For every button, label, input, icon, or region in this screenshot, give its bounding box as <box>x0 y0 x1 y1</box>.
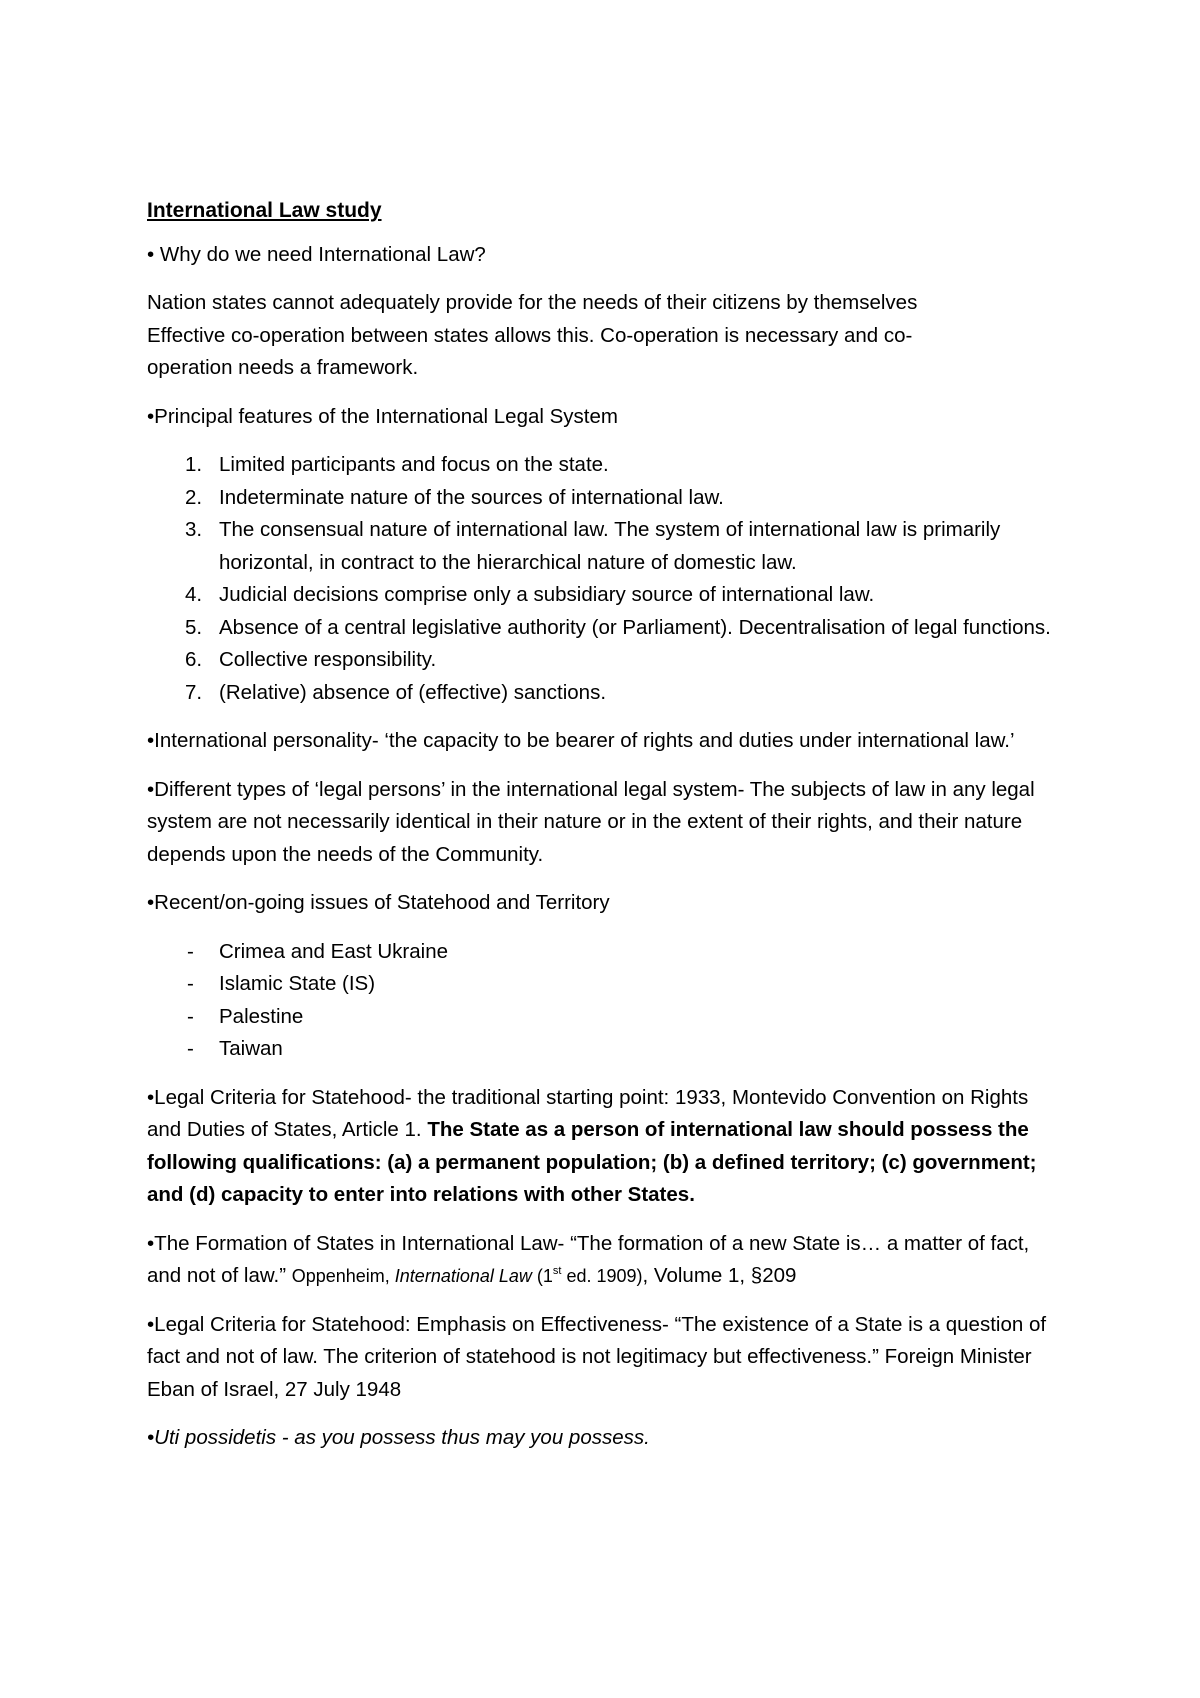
list-item-text: Palestine <box>219 1004 304 1028</box>
list-item-text: Indeterminate nature of the sources of international law. <box>219 485 724 509</box>
list-number: 4. <box>185 583 203 606</box>
paragraph-cooperation <box>147 287 1067 385</box>
question-why-international-law: • Why do we need International Law? <box>147 242 486 266</box>
formation-quote: •The Formation of States in International Law- “The formation of a new State is… a matter of fact, and not of law.” <box>147 1231 1030 1287</box>
paragraph-line: Effective co-operation between states allows this. Co-operation is necessary and co- <box>147 323 913 347</box>
list-item-text: The consensual nature of international law. The system of international law is primarily horizontal, in contract to the hierarchical nature of domestic law. <box>219 518 1001 574</box>
list-item <box>147 936 1067 969</box>
list-number: 6. <box>185 648 203 671</box>
citation-edition-year: ed. 1909) <box>561 1266 643 1286</box>
principal-features-heading: •Principal features of the International Legal System <box>147 404 618 428</box>
legal-persons-paragraph: •Different types of ‘legal persons’ in the international legal system- The subjects of law in any legal system are not necessarily identical in their nature or in the extent of their rights, and their nature depends upon the needs of the Community. <box>147 777 1035 866</box>
formation-of-states-paragraph <box>147 1228 1067 1293</box>
list-item <box>147 1001 1067 1034</box>
statehood-criteria-qualifications: The State as a person of international law should possess the following qualifications: (a) a permanent population; (b) a defined territory; (c) government; and (d) capacity to enter into relations with other States. <box>147 1118 1037 1206</box>
uti-possidetis-paragraph: •Uti possidetis - as you possess thus may you possess. <box>147 1426 650 1449</box>
list-item-text: Collective responsibility. <box>219 648 437 671</box>
recent-issues-heading: •Recent/on-going issues of Statehood and Territory <box>147 891 610 914</box>
list-number: 2. <box>185 485 203 509</box>
document-title: International Law study <box>147 199 382 222</box>
citation-work-title: International Law <box>394 1266 532 1286</box>
paragraph-line: Nation states cannot adequately provide for the needs of their citizens by themselves <box>147 291 918 314</box>
list-item <box>147 514 1067 579</box>
dash-marker: - <box>187 972 194 995</box>
list-item <box>147 482 1067 515</box>
paragraph-line: operation needs a framework. <box>147 356 419 379</box>
dash-marker: - <box>187 1004 194 1028</box>
list-item <box>147 968 1067 1001</box>
list-item <box>147 579 1067 612</box>
list-number: 1. <box>185 453 203 476</box>
citation-volume: , Volume 1, §209 <box>642 1264 797 1287</box>
statehood-criteria-intro: •Legal Criteria for Statehood- the traditional starting point: 1933, Montevido Convention on Rights and Duties of States, Article 1. <box>147 1085 1029 1141</box>
dash-marker: - <box>187 939 194 963</box>
list-item-text: Taiwan <box>219 1037 283 1060</box>
list-item-text: Absence of a central legislative authority (or Parliament). Decentralisation of legal functions. <box>219 615 1051 639</box>
international-personality-paragraph: •International personality- ‘the capacity to be bearer of rights and duties under international law.’ <box>147 729 1015 752</box>
list-item-text: Crimea and East Ukraine <box>219 939 449 963</box>
list-item <box>147 677 1067 710</box>
citation-edition-superscript: st <box>552 1265 562 1278</box>
dash-marker: - <box>187 1037 194 1060</box>
list-number: 7. <box>185 680 203 704</box>
citation-author: Oppenheim, <box>291 1266 395 1286</box>
effectiveness-paragraph: •Legal Criteria for Statehood: Emphasis on Effectiveness- “The existence of a State is a question of fact and not of law. The criterion of statehood is not legitimacy but effectiveness.” Foreign Minister Eban of Israel, 27 July 1948 <box>147 1312 1047 1401</box>
list-item-text: Islamic State (IS) <box>219 972 376 995</box>
list-item <box>147 449 1067 482</box>
list-item-text: (Relative) absence of (effective) sanctions. <box>219 680 607 704</box>
list-item-text: Limited participants and focus on the state. <box>219 453 609 476</box>
statehood-criteria-paragraph <box>147 1082 1067 1212</box>
list-number: 3. <box>185 518 203 541</box>
list-item <box>147 612 1067 645</box>
list-item-text: Judicial decisions comprise only a subsidiary source of international law. <box>219 583 875 606</box>
document-body <box>147 195 1067 1471</box>
recent-issues-list <box>147 936 1067 1066</box>
list-number: 5. <box>185 615 203 639</box>
list-item <box>147 1033 1067 1066</box>
citation-edition: (1 <box>531 1266 553 1286</box>
list-item <box>147 644 1067 677</box>
principal-features-list <box>147 449 1067 709</box>
